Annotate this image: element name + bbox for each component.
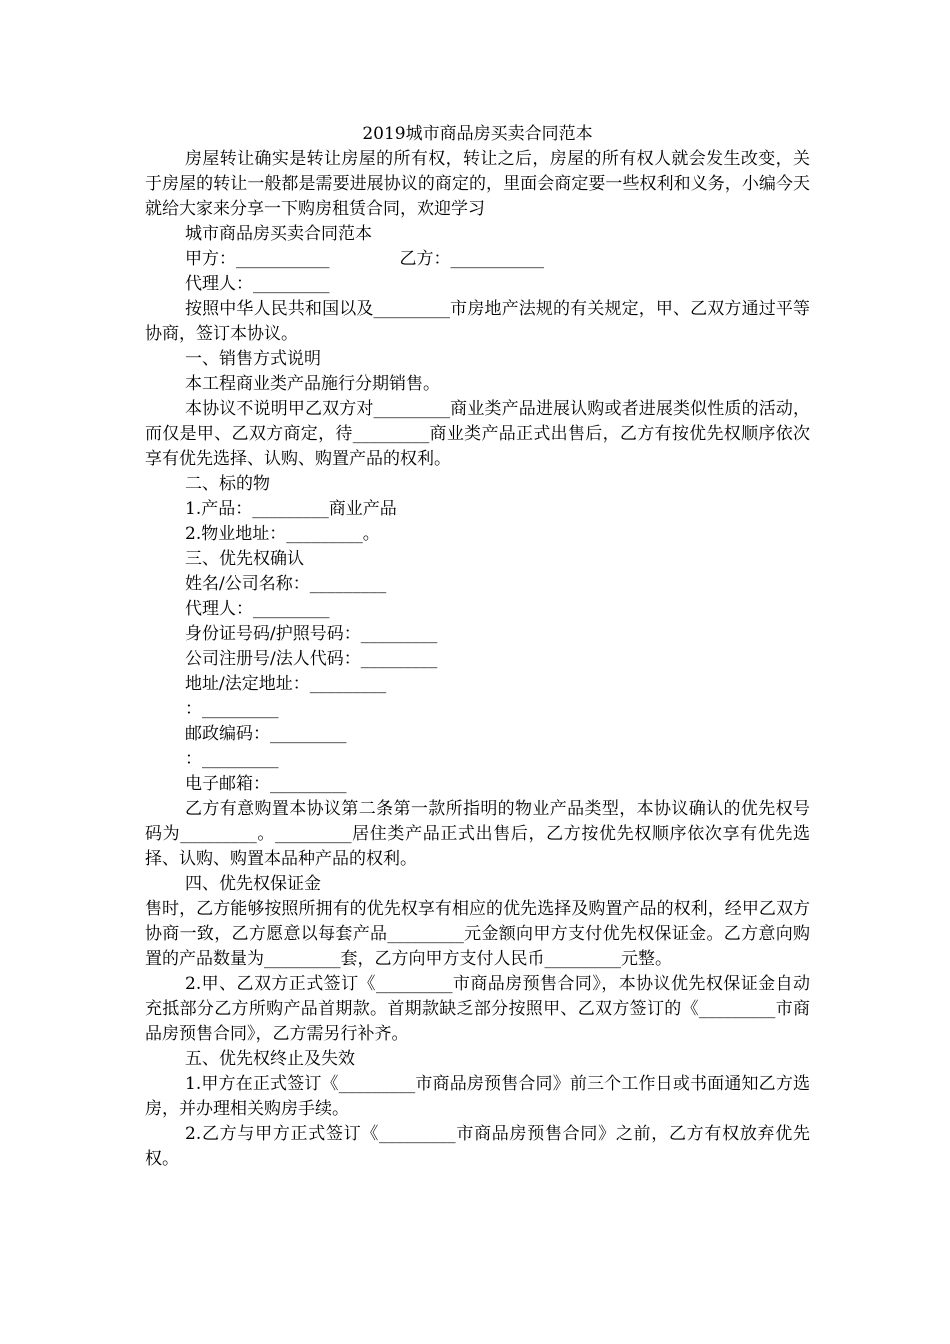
id-passport-line: 身份证号码/护照号码：_________ — [185, 624, 438, 644]
name-company-line: 姓名/公司名称：_________ — [185, 574, 387, 594]
section-heading-4: 四、优先权保证金 — [185, 874, 321, 894]
priority-number-paragraph: 乙方有意购置本协议第二条第一款所指明的物业产品类型，本协议确认的优先权号码为_________。_________居住类产品正式出售后，乙方按优先权顺序依次享有优先选择、认购、购置本品种产品的权利。 — [145, 799, 810, 869]
party-b: 乙方：___________ — [399, 249, 544, 269]
section-1-line-1: 本工程商业类产品施行分期销售。 — [185, 374, 440, 394]
preamble-paragraph: 按照中华人民共和国以及_________市房地产法规的有关规定，甲、乙双方通过平等协商，签订本协议。 — [145, 299, 810, 344]
section-heading-1: 一、销售方式说明 — [185, 349, 321, 369]
postcode-line: 邮政编码：_________ — [185, 724, 347, 744]
deposit-paragraph: 售时，乙方能够按照所拥有的优先权享有相应的优先选择及购置产品的权利，经甲乙双方协商一致，乙方愿意以每套产品_________元金额向甲方支付优先权保证金。乙方意向购置的产品数量为_________套，乙方向甲方支付人民币_________元整。 — [145, 899, 810, 969]
section-heading-5: 五、优先权终止及失效 — [185, 1049, 355, 1069]
parties-line — [145, 247, 810, 272]
product-line: 1.产品：_________商业产品 — [185, 499, 397, 519]
blank-line-1: ：_________ — [185, 699, 279, 719]
deposit-offset-paragraph: 2.甲、乙双方正式签订《_________市商品房预售合同》，本协议优先权保证金自动充抵部分乙方所购产品首期款。首期款缺乏部分按照甲、乙双方签订的《_________市商品房预售合同》，乙方需另行补齐。 — [145, 974, 810, 1044]
company-reg-line: 公司注册号/法人代码：_________ — [185, 649, 438, 669]
agent-line-2: 代理人：_________ — [185, 599, 330, 619]
section-heading-3: 三、优先权确认 — [185, 549, 304, 569]
termination-clause-2: 2.乙方与甲方正式签订《_________市商品房预售合同》之前，乙方有权放弃优先权。 — [145, 1124, 810, 1169]
agent-line: 代理人：_________ — [185, 274, 330, 294]
section-heading-2: 二、标的物 — [185, 474, 270, 494]
termination-clause-1: 1.甲方在正式签订《_________市商品房预售合同》前三个工作日或书面通知乙方选房，并办理相关购房手续。 — [145, 1074, 810, 1119]
address-line: 地址/法定地址：_________ — [185, 674, 387, 694]
section-1-paragraph: 本协议不说明甲乙双方对_________商业类产品进展认购或者进展类似性质的活动，而仅是甲、乙双方商定，待_________商业类产品正式出售后，乙方有按优先权顺序依次享有优先选择、认购、购置产品的权利。 — [145, 399, 810, 469]
document-page — [145, 122, 810, 1172]
blank-line-2: ：_________ — [185, 749, 279, 769]
email-line: 电子邮箱：_________ — [185, 774, 347, 794]
property-address-line: 2.物业地址：_________。 — [185, 524, 380, 544]
party-a: 甲方：___________ — [185, 249, 330, 269]
intro-paragraph: 房屋转让确实是转让房屋的所有权，转让之后，房屋的所有权人就会发生改变，关于房屋的转让一般都是需要进展协议的商定的，里面会商定要一些权利和义务，小编今天就给大家来分享一下购房租赁合同，欢迎学习 — [145, 149, 810, 219]
document-title: 2019城市商品房买卖合同范本 — [362, 124, 593, 144]
contract-heading: 城市商品房买卖合同范本 — [185, 224, 372, 244]
